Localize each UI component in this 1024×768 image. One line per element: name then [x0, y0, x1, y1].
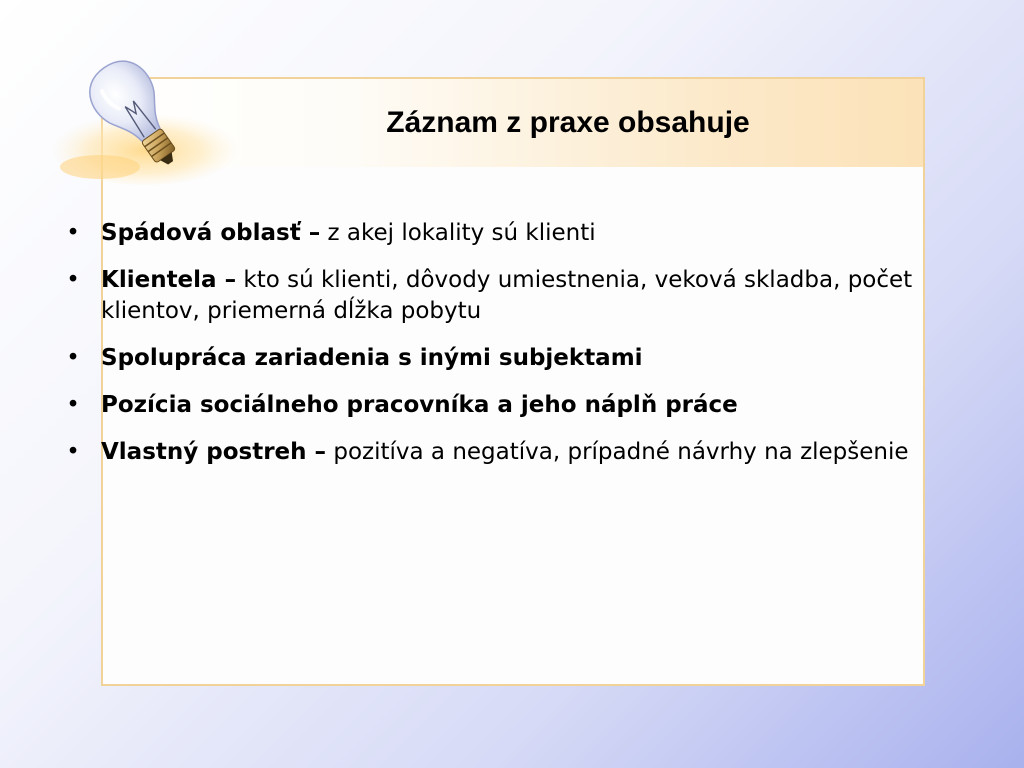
bullet-marker: •: [66, 220, 80, 246]
bullet-text: z akej lokality sú klienti: [320, 220, 596, 246]
bullet-item-spolupraca: [62, 343, 982, 374]
bullet-marker: •: [66, 345, 80, 371]
bullet-item-pozicia: [62, 390, 982, 421]
bullet-marker: •: [66, 439, 80, 465]
bullet-text: pozitíva a negatíva, prípadné návrhy na zlepšenie: [326, 439, 909, 465]
bullet-text: kto sú klienti, dôvody umiestnenia, veková skladba, počet klientov, priemerná dĺžka pobytu: [101, 267, 913, 324]
bullet-item-spadova-oblast: [62, 218, 982, 249]
bullet-list: [62, 218, 982, 484]
bullet-item-klientela: [62, 265, 982, 327]
bullet-heading: Spádová oblasť –: [101, 220, 321, 246]
bullet-item-vlastny-postreh: [62, 437, 982, 468]
light-bulb-icon: [40, 52, 240, 187]
bullet-heading: Klientela –: [101, 267, 237, 293]
bullet-marker: •: [66, 267, 80, 293]
bullet-heading: Spolupráca zariadenia s inými subjektami: [101, 345, 643, 371]
bullet-heading: Vlastný postreh –: [101, 439, 327, 465]
bullet-marker: •: [66, 392, 80, 418]
bullet-heading: Pozícia sociálneho pracovníka a jeho náplň práce: [101, 392, 738, 418]
slide-title: Záznam z praxe obsahuje: [386, 106, 750, 139]
